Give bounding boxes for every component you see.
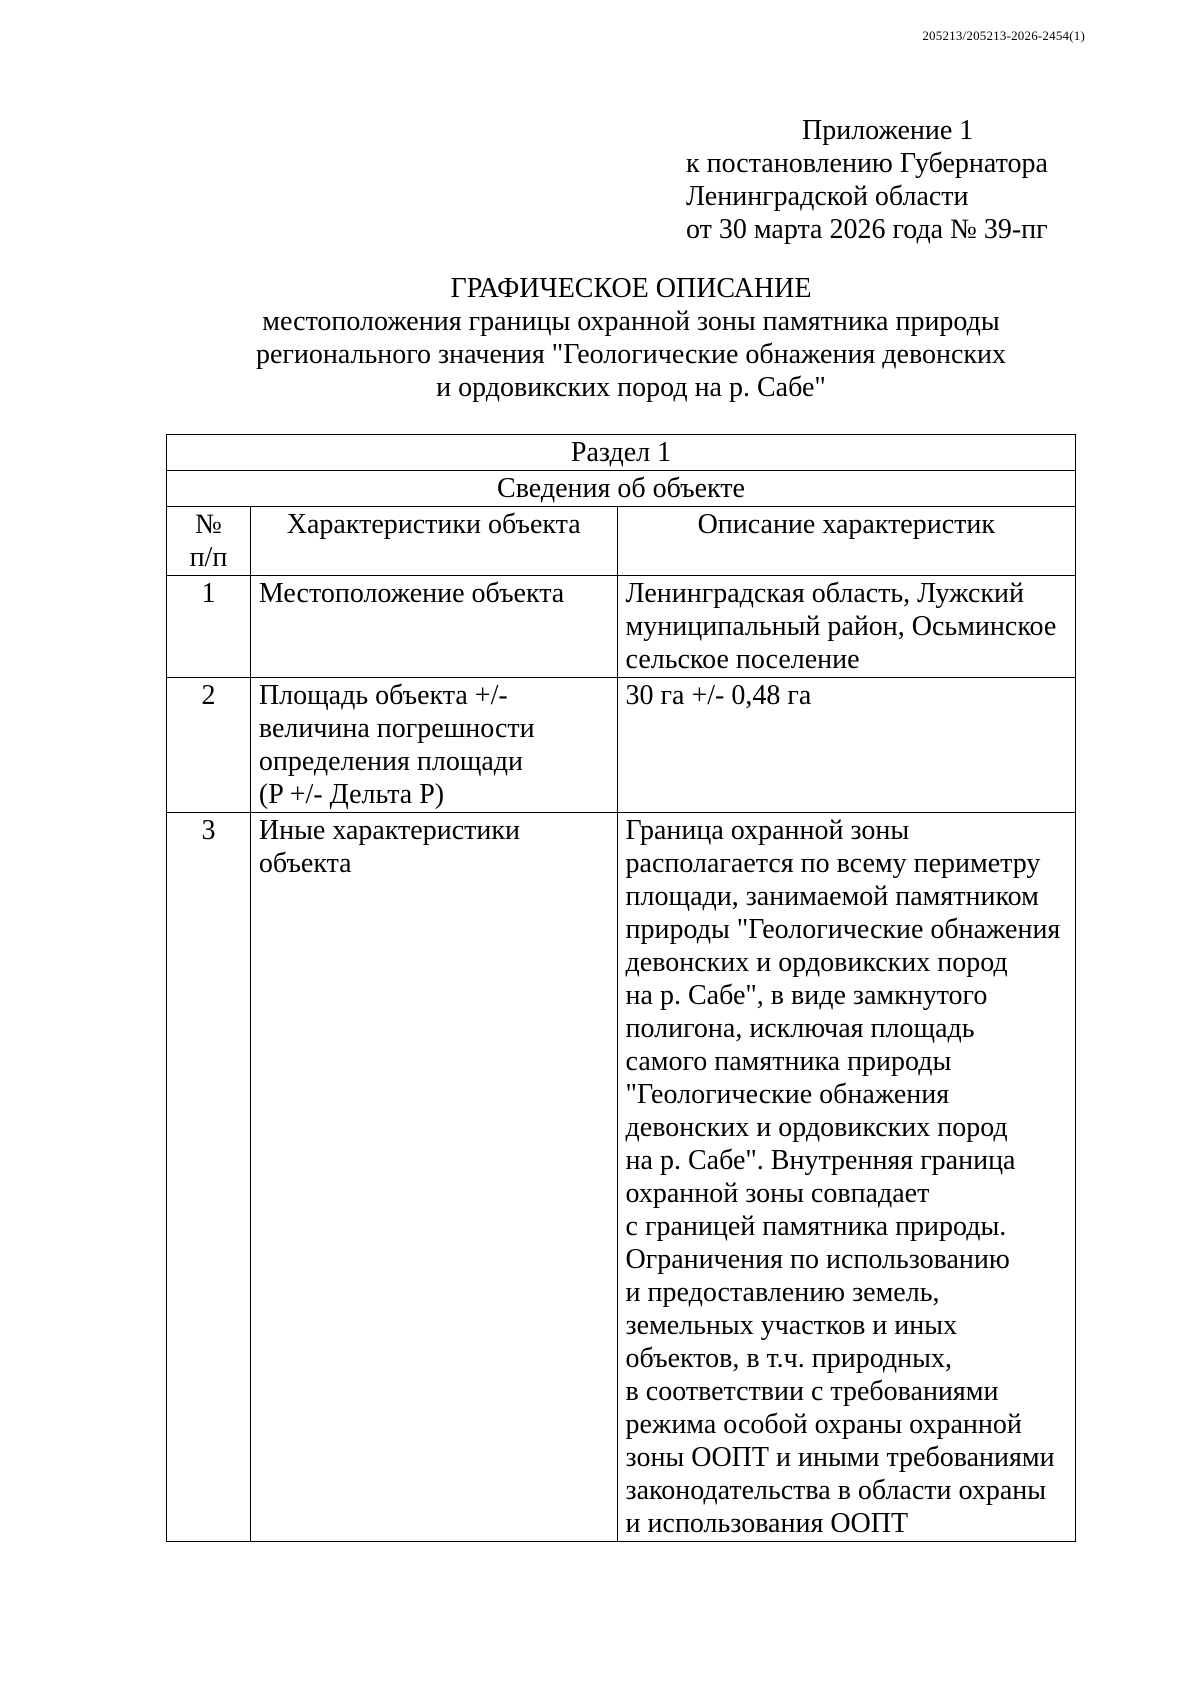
description-line: на р. Сабе", в виде замкнутого (625, 980, 988, 1011)
title-line-3: и ордовикских пород на р. Сабе" (436, 372, 826, 403)
appendix-line-4: от 30 марта 2026 года № 39-пг (686, 214, 1048, 245)
description-line: и использования ООПТ (625, 1508, 909, 1539)
description-line: располагается по всему периметру (625, 848, 1041, 879)
description-line: сельское поселение (625, 644, 860, 675)
description-line: самого памятника природы (625, 1046, 952, 1077)
appendix-line-3: Ленинградской области (686, 181, 969, 212)
characteristic-line: Площадь объекта +/- (258, 680, 508, 711)
description-line: законодательства в области охраны (625, 1475, 1047, 1506)
description-line: Граница охранной зоны (625, 815, 910, 846)
header-characteristics: Характеристики объекта (250, 507, 617, 576)
description-line: зоны ООПТ и иными требованиями (625, 1442, 1055, 1473)
title-heading: ГРАФИЧЕСКОЕ ОПИСАНИЕ (450, 273, 812, 304)
row-number: 2 (167, 678, 251, 813)
appendix-title: Приложение 1 (802, 115, 974, 146)
characteristic-line: Иные характеристики (258, 815, 520, 846)
header-num (167, 507, 251, 576)
description-line: и предоставлению земель, (625, 1277, 940, 1308)
row-characteristic (250, 576, 617, 678)
subsection-title: Сведения об объекте (167, 471, 1076, 507)
description-line: режима особой охраны охранной (625, 1409, 1022, 1440)
table-subsection-row (167, 471, 1076, 507)
appendix-line-2: к постановлению Губернатора (686, 148, 1048, 179)
description-line: Ленинградская область, Лужский (625, 578, 1024, 609)
description-line: площади, занимаемой памятником (625, 881, 1039, 912)
row-number: 3 (167, 813, 251, 1542)
row-characteristic (250, 678, 617, 813)
description-line: девонских и ордовикских пород (625, 947, 1008, 978)
row-number: 1 (167, 576, 251, 678)
table-row (167, 813, 1076, 1542)
row-description (617, 813, 1075, 1542)
table-body (167, 576, 1076, 1542)
description-line: "Геологические обнажения (625, 1079, 950, 1110)
table-section-row (167, 435, 1076, 471)
description-line: объектов, в т.ч. природных, (625, 1343, 952, 1374)
object-info-table (166, 434, 1076, 1542)
table-row (167, 576, 1076, 678)
row-description (617, 576, 1075, 678)
description-line: на р. Сабе". Внутренняя граница (625, 1145, 1016, 1176)
description-line: девонских и ордовикских пород (625, 1112, 1008, 1143)
row-description (617, 678, 1075, 813)
header-num-line-1: № (195, 509, 222, 540)
table-row (167, 678, 1076, 813)
characteristic-line: величина погрешности (258, 713, 535, 744)
description-line: земельных участков и иных (625, 1310, 958, 1341)
document-id: 205213/205213-2026-2454(1) (922, 28, 1085, 43)
document-title (0, 272, 1200, 404)
characteristic-line: Местоположение объекта (258, 578, 565, 609)
section-title: Раздел 1 (167, 435, 1076, 471)
description-line: охранной зоны совпадает (625, 1178, 930, 1209)
description-line: муниципальный район, Осьминское (625, 611, 1057, 642)
description-line: с границей памятника природы. (625, 1211, 1007, 1242)
description-line: 30 га +/- 0,48 га (625, 680, 812, 711)
characteristic-line: (P +/- Дельта P) (258, 779, 445, 810)
description-line: полигона, исключая площадь (625, 1013, 975, 1044)
title-line-1: местоположения границы охранной зоны памятника природы (262, 306, 1000, 337)
row-characteristic (250, 813, 617, 1542)
title-line-2: регионального значения "Геологические обнажения девонских (255, 339, 1007, 370)
description-line: в соответствии с требованиями (625, 1376, 999, 1407)
description-line: природы "Геологические обнажения (625, 914, 1061, 945)
table-header-row (167, 507, 1076, 576)
header-description: Описание характеристик (617, 507, 1075, 576)
characteristic-line: объекта (258, 848, 352, 879)
appendix-block (686, 114, 1048, 246)
header-num-line-2: п/п (189, 542, 228, 573)
description-line: Ограничения по использованию (625, 1244, 1010, 1275)
characteristic-line: определения площади (258, 746, 524, 777)
